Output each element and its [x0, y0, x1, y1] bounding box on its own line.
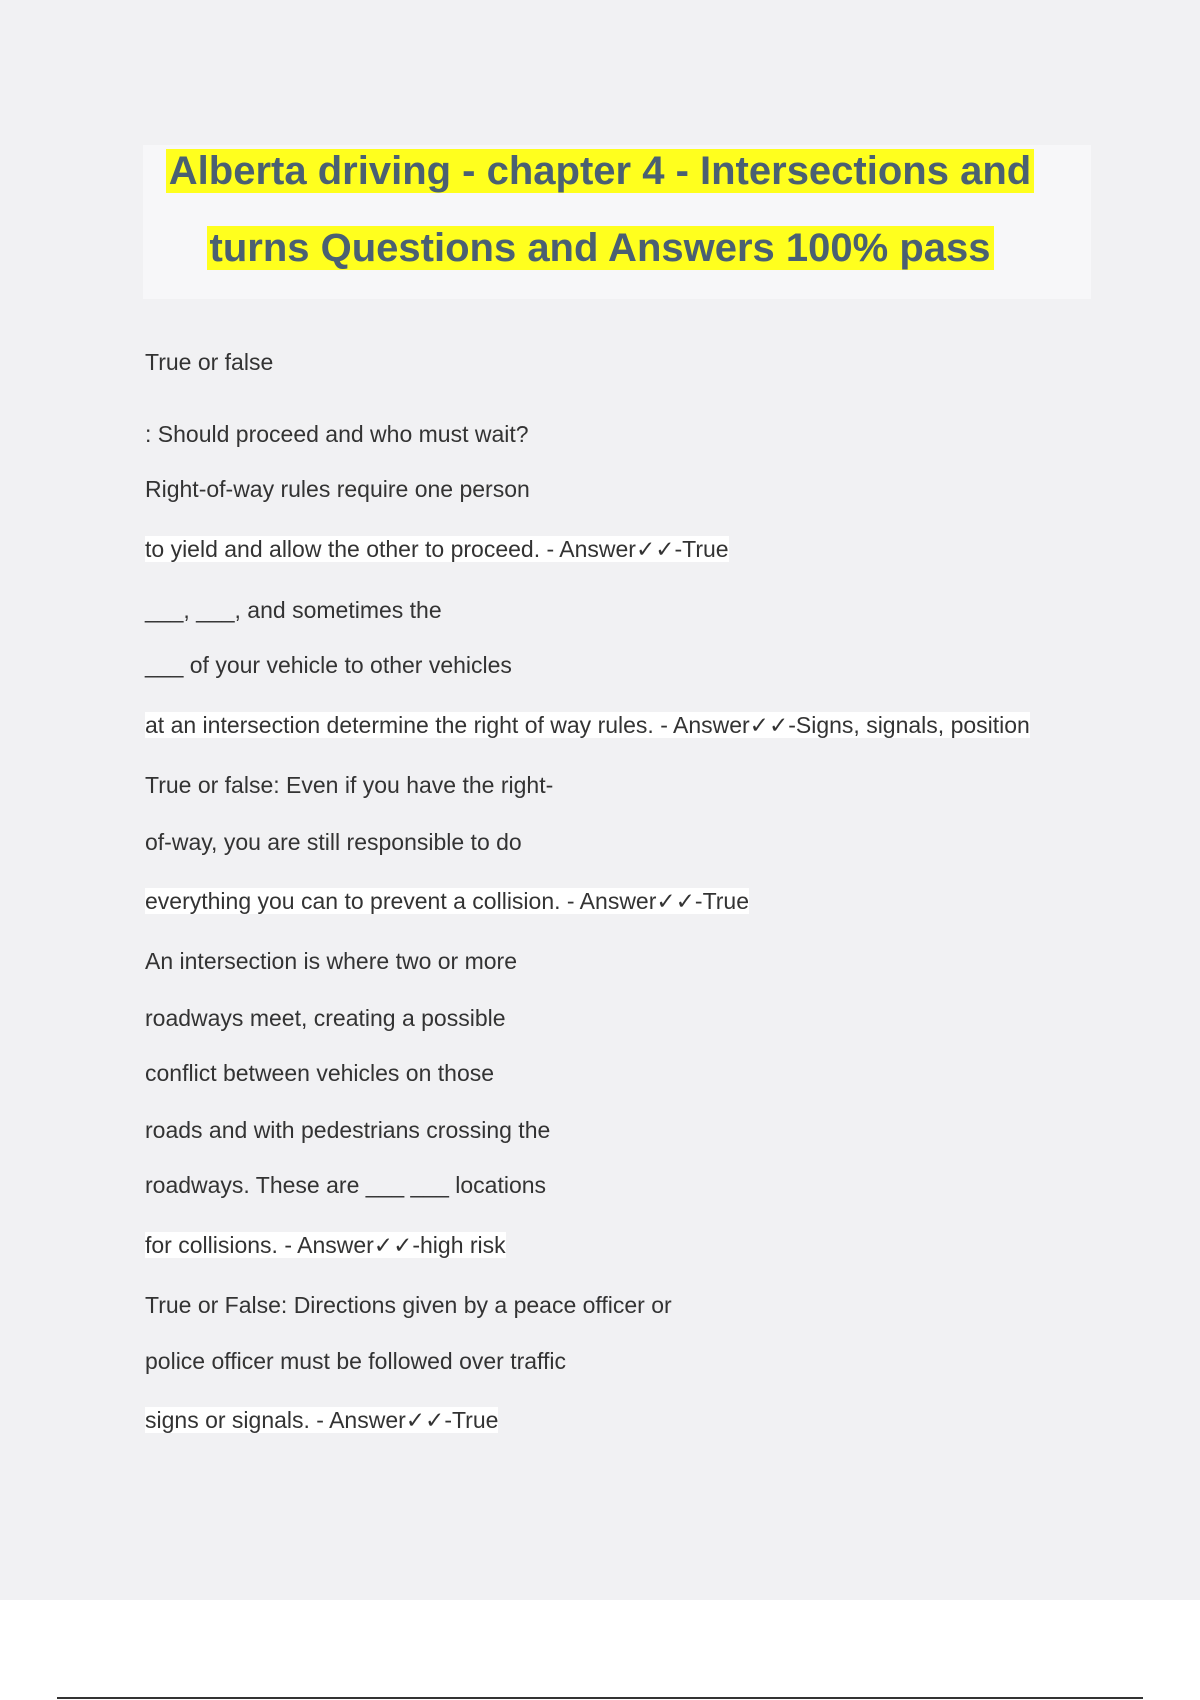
body-line: True or False: Directions given by a peace officer or	[145, 1292, 672, 1318]
body-line: An intersection is where two or more	[145, 948, 517, 974]
body-line: of-way, you are still responsible to do	[145, 829, 522, 855]
title-highlight-2: turns Questions and Answers 100% pass	[207, 226, 994, 270]
answer-line: everything you can to prevent a collision. - Answer✓✓-True	[145, 888, 750, 914]
document-title-line-2	[0, 224, 1200, 272]
footer-rule	[57, 1697, 1143, 1699]
body-line: Right-of-way rules require one person	[145, 476, 530, 502]
body-line: ___, ___, and sometimes the	[145, 597, 442, 623]
answer-line: signs or signals. - Answer✓✓-True	[145, 1407, 499, 1433]
answer-line: to yield and allow the other to proceed. - Answer✓✓-True	[145, 536, 729, 562]
body-line: roadways meet, creating a possible	[145, 1005, 506, 1031]
body-line: True or false	[145, 349, 274, 375]
document-title-line-1	[0, 147, 1200, 195]
body-line: police officer must be followed over traffic	[145, 1348, 567, 1374]
body-line: ___ of your vehicle to other vehicles	[145, 652, 512, 678]
answer-line: for collisions. - Answer✓✓-high risk	[145, 1232, 506, 1258]
body-line: conflict between vehicles on those	[145, 1060, 495, 1086]
body-line: True or false: Even if you have the right-	[145, 772, 554, 798]
body-line: roadways. These are ___ ___ locations	[145, 1172, 547, 1198]
answer-line: at an intersection determine the right of way rules. - Answer✓✓-Signs, signals, position	[145, 712, 1030, 738]
body-line: roads and with pedestrians crossing the	[145, 1117, 551, 1143]
body-line: : Should proceed and who must wait?	[145, 421, 529, 447]
title-highlight-1: Alberta driving - chapter 4 - Intersections and	[166, 149, 1034, 193]
